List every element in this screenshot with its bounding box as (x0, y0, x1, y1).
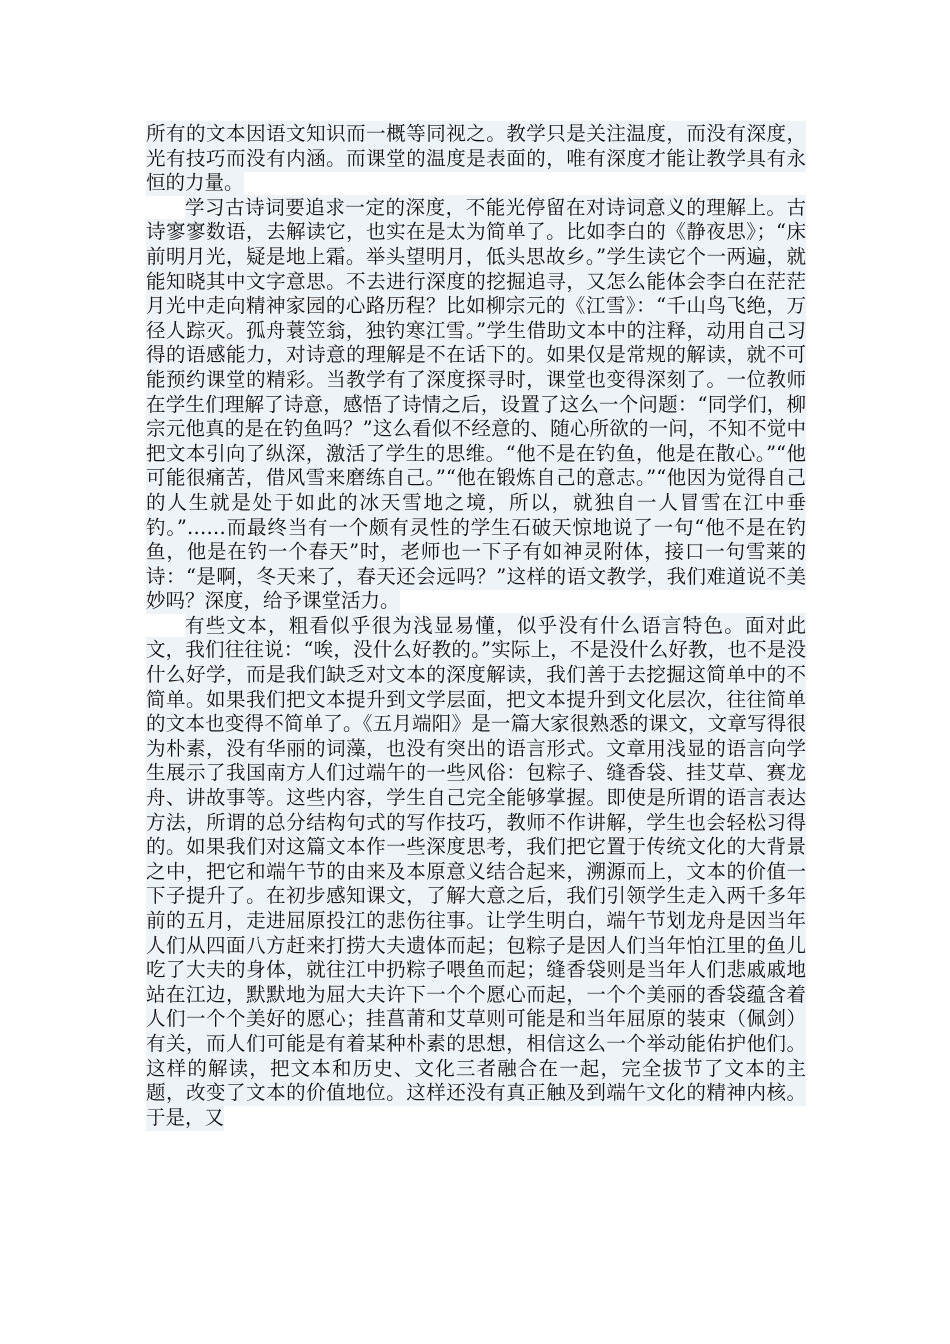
paragraph-3-text: 有些文本，粗看似乎很为浅显易懂，似乎没有什么语言特色。面对此文，我们往往说：“唉，没什么好教的。”实际上，不是没什么好教，也不是没什么好学，而是我们缺乏对文本的深度解读，我们善于去挖掘这简单中的不简单。如果我们把文本提升到文学层面，把文本提升到文化层次，往往简单的文本也变得不简单了。《五月端阳》是一篇大家很熟悉的课文，文章写得很为朴素，没有华丽的词藻，也没有突出的语言形式。文章用浅显的语言向学生展示了我国南方人们过端午的一些风俗：包粽子、缝香袋、挂艾草、赛龙舟、讲故事等。这些内容，学生自己完全能够掌握。即使是所谓的语言表达方法，所谓的总分结构句式的写作技巧，教师不作讲解，学生也会轻松习得的。如果我们对这篇文本作一些深度思考，我们把它置于传统文化的大背景之中，把它和端午节的由来及本原意义结合起来，溯源而上，文本的价值一下子提升了。在初步感知课文，了解大意之后，我们引领学生走入两千多年前的五月，走进屈原投江的悲伤往事。让学生明白，端午节划龙舟是因当年人们从四面八方赶来打捞大夫遗体而起；包粽子是因人们当年怕江里的鱼儿吃了大夫的身体，就往江中扔粽子喂鱼而起；缝香袋则是当年人们悲戚戚地站在江边，默默地为屈大夫许下一个个愿心而起，一个个美丽的香袋蕴含着人们一个个美好的愿心；挂菖莆和艾草则可能是和当年屈原的装束（佩剑）有关，而人们可能是有着某种朴素的思想，相信这么一个举动能佑护他们。这样的解读，把文本和历史、文化三者融合在一起，完全拔节了文本的主题，改变了文本的价值地位。这样还没有真正触及到端午文化的精神内核。于是，又 (146, 613, 806, 1129)
paragraph-2-text: 学习古诗词要追求一定的深度，不能光停留在对诗词意义的理解上。古诗寥寥数语，去解读它，也实在是太为简单了。比如李白的《静夜思》；“床前明月光，疑是地上霜。举头望明月，低头思故乡。”学生读它个一两遍，就能知晓其中文字意思。不去进行深度的挖掘追寻，又怎么能体会李白在茫茫月光中走向精神家园的心路历程？比如柳宗元的《江雪》：“千山鸟飞绝，万径人踪灭。孤舟蓑笠翁，独钓寒江雪。”学生借助文本中的注释，动用自己习得的语感能力，对诗意的理解是不在话下的。如果仅是常规的解读，就不可能预约课堂的精彩。当教学有了深度探寻时，课堂也变得深刻了。一位教师在学生们理解了诗意，感悟了诗情之后，设置了这么一个问题：“同学们，柳宗元他真的是在钓鱼吗？”这么看似不经意的、随心所欲的一问，不知不觉中把文本引向了纵深，激活了学生的思维。“他不是在钓鱼，他是在散心。”“他可能很痛苦，借风雪来磨练自己。”“他在锻炼自己的意志。”“他因为觉得自己的人生就是处于如此的冰天雪地之境，所以，就独自一人冒雪在江中垂钓。”……而最终当有一个颇有灵性的学生石破天惊地说了一句“他不是在钓鱼，他是在钓一个春天”时，老师也一下子有如神灵附体，接口一句雪莱的诗：“是啊，冬天来了，春天还会远吗？”这样的语文教学，我们难道说不美妙吗？深度，给予课堂活力。 (146, 195, 806, 613)
paragraph-1 (146, 122, 806, 196)
paragraph-2 (146, 196, 806, 614)
paragraph-3 (146, 614, 806, 1130)
document-page (146, 122, 806, 1130)
paragraph-1-text: 所有的文本因语文知识而一概等同视之。教学只是关注温度，而没有深度，光有技巧而没有内涵。而课堂的温度是表面的，唯有深度才能让教学具有永恒的力量。 (146, 122, 806, 195)
